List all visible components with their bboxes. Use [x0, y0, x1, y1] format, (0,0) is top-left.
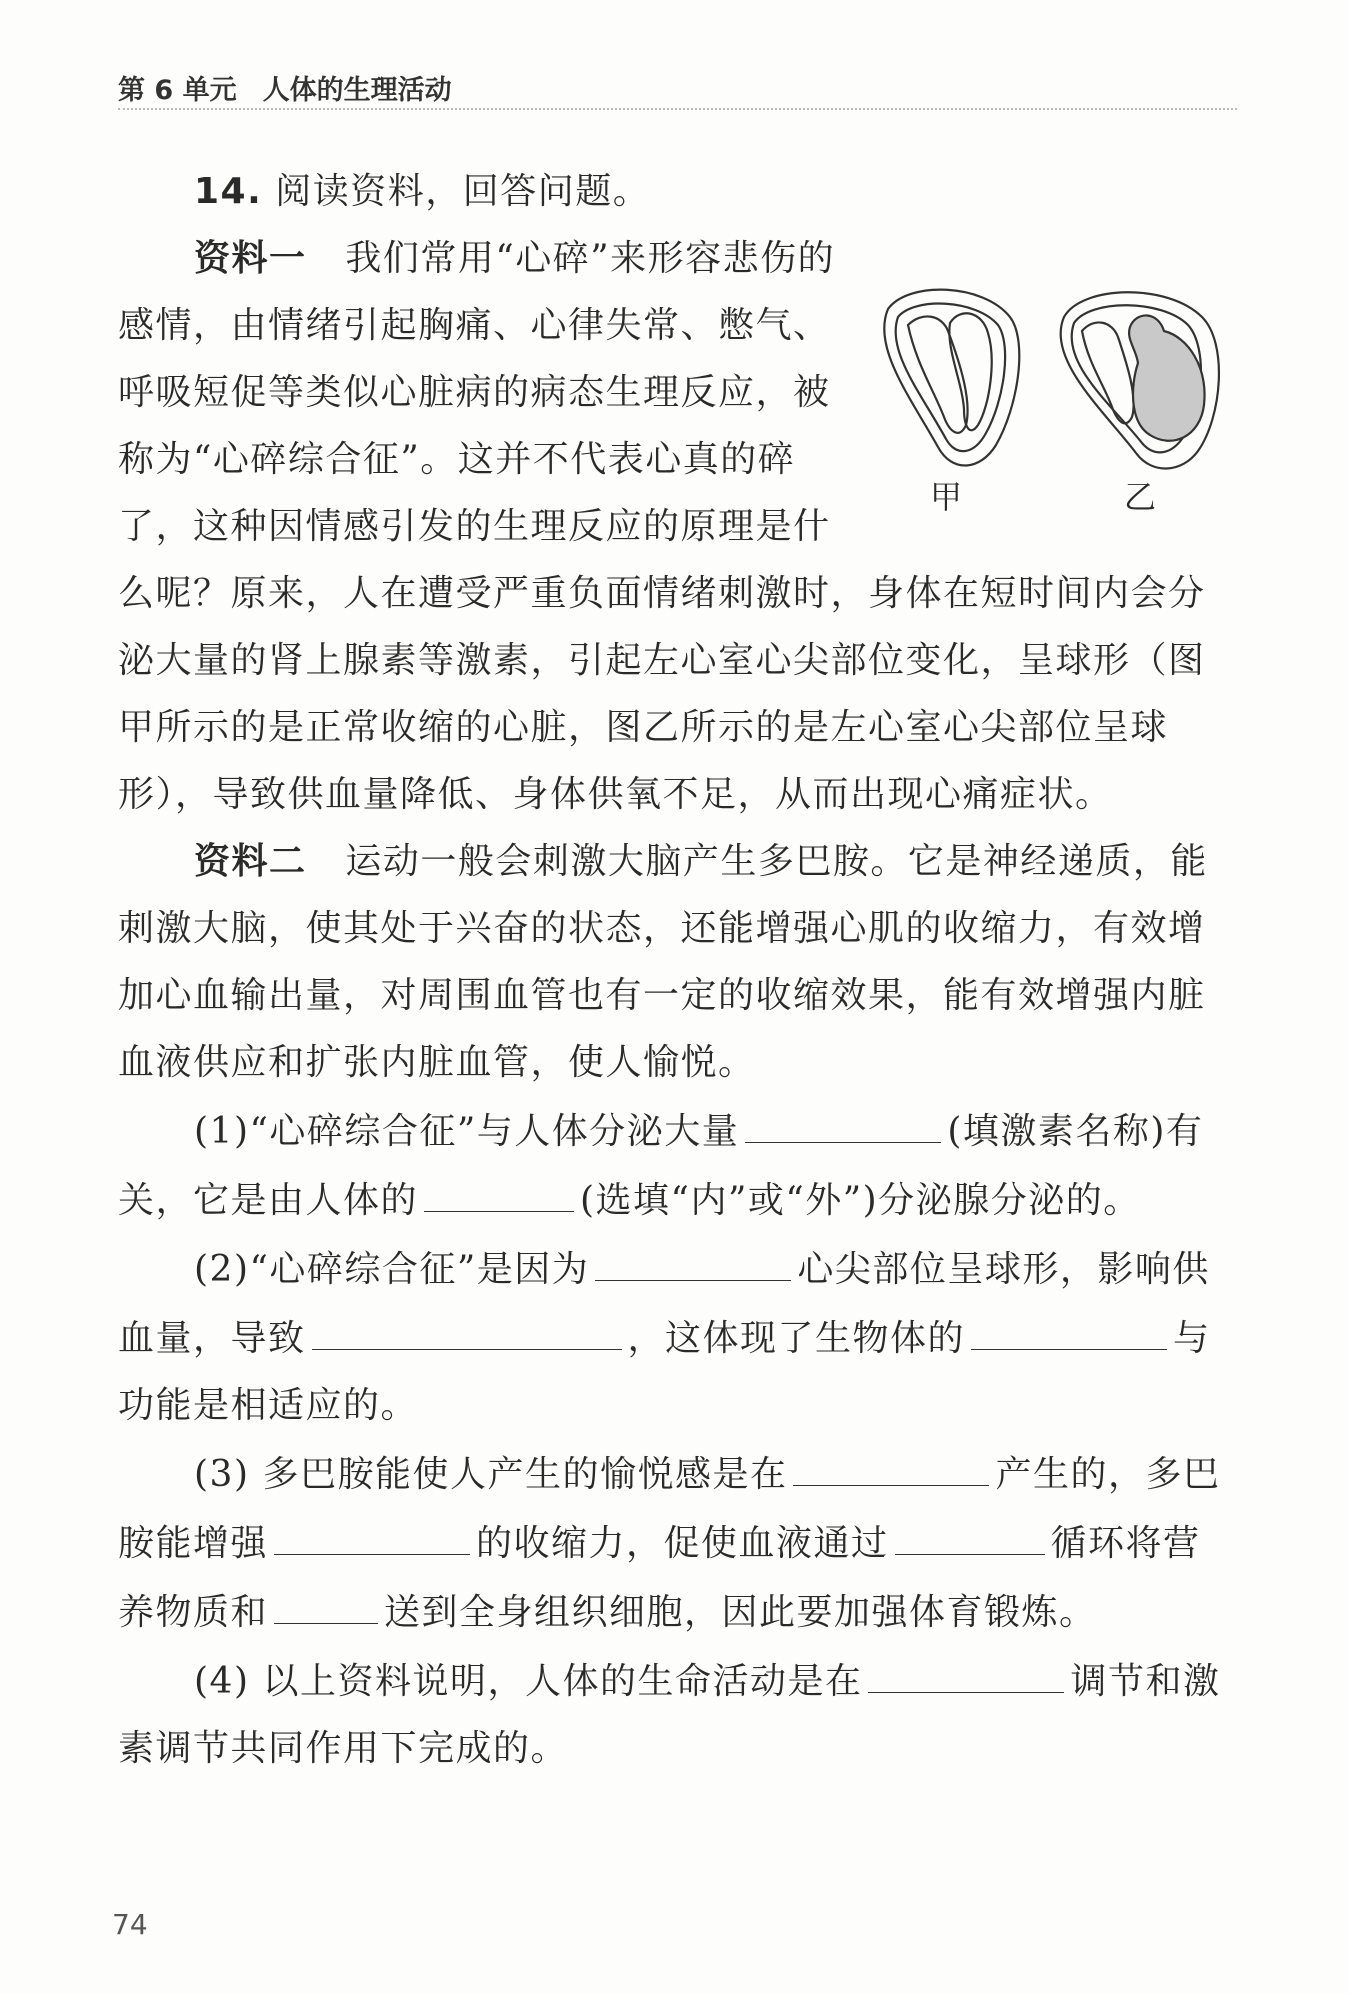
- q4-blank-1[interactable]: [868, 1646, 1064, 1693]
- material-one-text: 我们常用“心碎”来形容悲伤的感情，由情绪引起胸痛、心律失常、憋气、呼吸短促等类似心脏病的病态生理反应，被称为“心碎综合征”。这并不代表心真的碎了，这种因情感引发的生理反应的原理是什么呢？原来，人在遭受严重负面情绪刺激时，身体在短时间内会分泌大量的肾上腺素等激素，引起左心室心尖部位变化，呈球形（图甲所示的是正常收缩的心脏，图乙所示的是左心室心尖部位呈球形），导致供血量降低、身体供氧不足，从而出现心痛症状。: [118, 238, 1206, 815]
- figure-label-a: 甲: [930, 478, 964, 516]
- page-number: 74: [112, 1908, 148, 1941]
- q3-text-b: 产生的，多巴胺能增强: [118, 1454, 1221, 1564]
- q4-text-a: (4) 以上资料说明，人体的生命活动是在: [194, 1661, 863, 1702]
- q2-blank-3[interactable]: [971, 1303, 1167, 1350]
- material-two-label: 资料二: [194, 841, 307, 882]
- q4-text-b: 调节和激素调节共同作用下完成的。: [118, 1661, 1221, 1769]
- heart-figure: [868, 277, 1238, 545]
- page-header: [118, 68, 1237, 110]
- q2-text-d: 与功能是相适应的。: [118, 1318, 1211, 1426]
- q1-text-b: (填激素名称)有关，它是由人体的: [118, 1111, 1204, 1221]
- q3-text-d: 循环将营养物质和: [118, 1523, 1201, 1633]
- q1-blank-2[interactable]: [424, 1165, 574, 1212]
- q3-text-a: (3) 多巴胺能使人产生的愉悦感是在: [194, 1454, 788, 1495]
- q2-text-c: ，这体现了生物体的: [627, 1318, 966, 1359]
- question-body: [118, 158, 1238, 1782]
- heart-normal-diagram: [884, 290, 1019, 466]
- material-two: [118, 828, 1238, 1096]
- q1-text-c: (选填“内”或“外”)分泌腺分泌的。: [580, 1180, 1141, 1221]
- sub-question-3: [118, 1439, 1238, 1646]
- q2-text-b: 心尖部位呈球形，影响供血量，导致: [118, 1249, 1210, 1359]
- q1-text-a: (1)“心碎综合征”与人体分泌大量: [194, 1111, 740, 1152]
- sub-question-1: [118, 1096, 1238, 1234]
- q3-blank-4[interactable]: [274, 1577, 378, 1624]
- q3-blank-1[interactable]: [793, 1439, 989, 1486]
- q3-blank-2[interactable]: [274, 1508, 470, 1555]
- material-two-text: 运动一般会刺激大脑产生多巴胺。它是神经递质，能刺激大脑，使其处于兴奋的状态，还能增强心肌的收缩力，有效增加心血输出量，对周围血管也有一定的收缩效果，能有效增强内脏血液供应和扩张内脏血管，使人愉悦。: [118, 841, 1208, 1083]
- material-one-label: 资料一: [194, 238, 307, 279]
- heart-diagrams: [868, 277, 1238, 477]
- q2-blank-1[interactable]: [595, 1234, 791, 1281]
- sub-question-2: [118, 1234, 1238, 1439]
- question-number: 14.: [194, 171, 263, 212]
- q2-blank-2[interactable]: [312, 1303, 622, 1350]
- q3-blank-3[interactable]: [895, 1508, 1045, 1555]
- q1-blank-1[interactable]: [745, 1096, 941, 1143]
- q2-text-a: (2)“心碎综合征”是因为: [194, 1249, 590, 1290]
- unit-title: 人体的生理活动: [262, 75, 452, 106]
- heart-abnormal-diagram: [1061, 292, 1219, 468]
- unit-label: 第 6 单元: [118, 75, 237, 106]
- sub-question-4: [118, 1646, 1238, 1782]
- q3-text-c: 的收缩力，促使血液通过: [476, 1523, 889, 1564]
- figure-label-b: 乙: [1124, 478, 1158, 516]
- question-prompt-text: 阅读资料，回答问题。: [275, 171, 651, 212]
- q3-text-e: 送到全身组织细胞，因此要加强体育锻炼。: [384, 1592, 1097, 1633]
- question-prompt: [118, 158, 1238, 225]
